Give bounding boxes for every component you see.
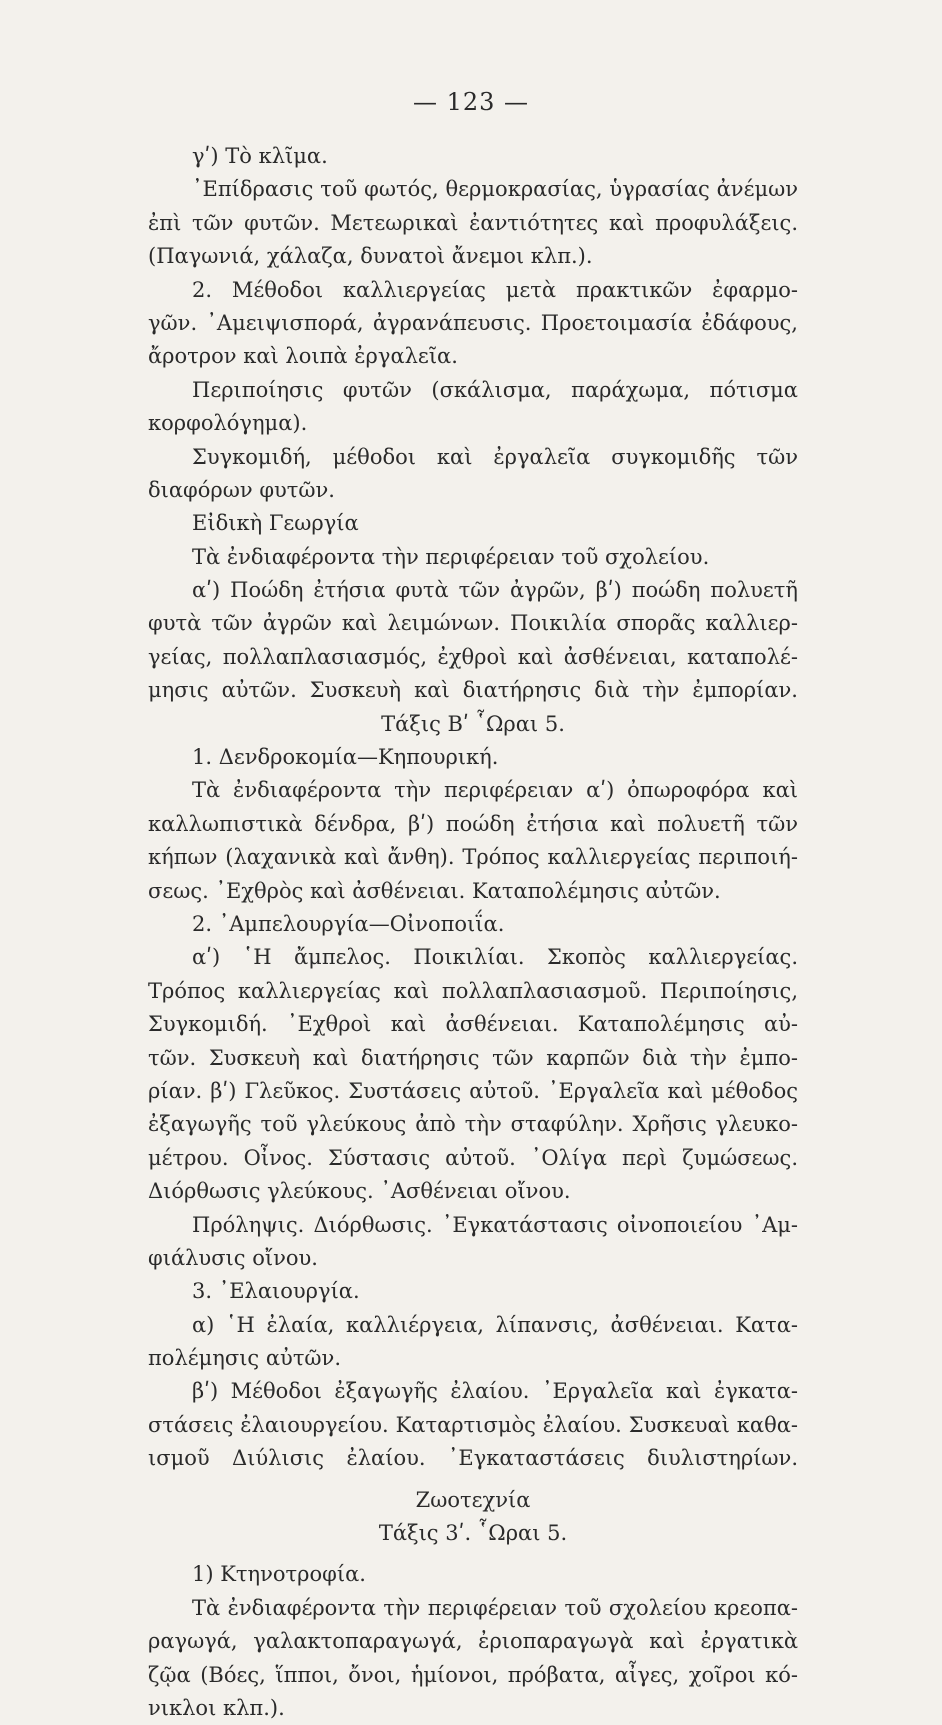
text-line: Τὰ ἐνδιαφέροντα τὴν περιφέρειαν τοῦ σχολείου. <box>192 544 710 569</box>
text-line: στάσεις ἐλαιουργείου. Καταρτισμὸς ἐλαίου. Συσκευαὶ καθα- <box>148 1412 798 1437</box>
text-line: μησις αὐτῶν. Συσκευὴ καὶ διατήρησις διὰ τὴν ἐμπορίαν. <box>148 678 798 703</box>
text-line: Τρόπος καλλιεργείας καὶ πολλαπλασιασμοῦ. Περιποίησις, <box>148 978 798 1003</box>
text-line: ρίαν. βʹ) Γλεῦκος. Συστάσεις αὐτοῦ. ᾽Εργαλεῖα καὶ μέθοδος <box>148 1078 798 1103</box>
text-line: ᾽Επίδρασις τοῦ φωτός, θερμοκρασίας, ὑγρασίας ἀνέμων <box>192 177 798 202</box>
text-line: κορφολόγημα). <box>148 411 308 436</box>
text-line: ἄροτρον καὶ λοιπὰ ἐργαλεῖα. <box>148 344 458 369</box>
text-line: 2. ᾽Αμπελουργία—Οἰνοποιΐα. <box>192 911 505 936</box>
text-line: μέτρου. Οἶνος. Σύστασις αὐτοῦ. ᾽Ολίγα περὶ ζυμώσεως. <box>148 1145 798 1170</box>
text-line: καλλωπιστικὰ δένδρα, βʹ) ποώδη ἐτήσια καὶ πολυετῆ τῶν <box>148 811 798 836</box>
text-line: Συγκομιδή. ᾽Εχθροὶ καὶ ἀσθένειαι. Καταπολέμησις αὐ- <box>148 1012 798 1037</box>
text-line: (Παγωνιά, χάλαζα, δυνατοὶ ἄνεμοι κλπ.). <box>148 244 593 269</box>
section-heading: Ζωοτεχνία <box>415 1487 531 1512</box>
text-line: βʹ) Μέθοδοι ἐξαγωγῆς ἐλαίου. ᾽Εργαλεῖα καὶ ἐγκατα- <box>192 1379 798 1404</box>
class-heading: Τάξις 3ʹ. ῟Ωραι 5. <box>378 1521 568 1546</box>
class-heading: Τάξις Βʹ ῟Ωραι 5. <box>381 711 565 736</box>
text-line: νικλοι κλπ.). <box>148 1695 285 1720</box>
text-line: Τὰ ἐνδιαφέροντα τὴν περιφέρειαν αʹ) ὀπωροφόρα καὶ <box>192 778 798 803</box>
text-line: κήπων (λαχανικὰ καὶ ἄνθη). Τρόπος καλλιεργείας περιποιή- <box>148 845 798 870</box>
document-body <box>148 140 798 1725</box>
text-line: Τὰ ἐνδιαφέροντα τὴν περιφέρειαν τοῦ σχολείου κρεοπα- <box>192 1595 798 1620</box>
text-line: αʹ) ῾Η ἄμπελος. Ποικιλίαι. Σκοπὸς καλλιεργείας. <box>192 945 798 970</box>
text-line: γῶν. ᾽Αμειψισπορά, ἀγρανάπευσις. Προετοιμασία ἐδάφους, <box>148 310 798 335</box>
text-line: σεως. ᾽Εχθρὸς καὶ ἀσθένειαι. Καταπολέμησις αὐτῶν. <box>148 878 721 903</box>
text-line: 1) Κτηνοτροφία. <box>192 1562 366 1587</box>
text-line: Διόρθωσις γλεύκους. ᾽Ασθένειαι οἴνου. <box>148 1179 571 1204</box>
text-line: 1. Δενδροκομία—Κηπουρική. <box>192 745 499 770</box>
text-line: πολέμησις αὐτῶν. <box>148 1346 341 1371</box>
text-line: γʹ) Τὸ κλῖμα. <box>192 144 328 168</box>
text-line: ζῷα (Βόες, ἵπποι, ὄνοι, ἡμίονοι, πρόβατα, αἶγες, χοῖροι κό- <box>148 1662 798 1687</box>
section-heading: Εἰδικὴ Γεωργία <box>192 511 359 536</box>
text-line: αʹ) Ποώδη ἐτήσια φυτὰ τῶν ἀγρῶν, βʹ) ποώδη πολυετῆ <box>192 578 798 603</box>
text-line: ραγωγά, γαλακτοπαραγωγά, ἐριοπαραγωγὰ καὶ ἐργατικὰ <box>148 1629 798 1654</box>
text-line: γείας, πολλαπλασιασμός, ἐχθροὶ καὶ ἀσθένειαι, καταπολέ- <box>148 644 798 669</box>
text-line: ἐξαγωγῆς τοῦ γλεύκους ἀπὸ τὴν σταφύλην. Χρῆσις γλευκο- <box>148 1112 798 1137</box>
text-line: Περιποίησις φυτῶν (σκάλισμα, παράχωμα, πότισμα <box>192 377 798 402</box>
page-number: — 123 — <box>412 88 530 116</box>
text-line: 2. Μέθοδοι καλλιεργείας μετὰ πρακτικῶν ἐφαρμο- <box>192 277 798 302</box>
text-line: 3. ᾽Ελαιουργία. <box>192 1279 360 1304</box>
text-line: φυτὰ τῶν ἀγρῶν καὶ λειμώνων. Ποικιλία σπορᾶς καλλιερ- <box>148 611 798 636</box>
text-line: τῶν. Συσκευὴ καὶ διατήρησις τῶν καρπῶν διὰ τὴν ἐμπο- <box>148 1045 798 1070</box>
text-line: α) ῾Η ἐλαία, καλλιέργεια, λίπανσις, ἀσθένειαι. Κατα- <box>192 1312 798 1337</box>
text-line: ισμοῦ Διύλισις ἐλαίου. ᾽Εγκαταστάσεις διυλιστηρίων. <box>148 1446 798 1471</box>
text-line: διαφόρων φυτῶν. <box>148 477 335 502</box>
text-line: ἐπὶ τῶν φυτῶν. Μετεωρικαὶ ἐαντιότητες καὶ προφυλάξεις. <box>148 210 798 235</box>
text-line: Πρόληψις. Διόρθωσις. ᾽Εγκατάστασις οἰνοποιείου ᾽Αμ- <box>192 1212 798 1237</box>
text-line: φιάλυσις οἴνου. <box>148 1245 318 1270</box>
text-line: Συγκομιδή, μέθοδοι καὶ ἐργαλεῖα συγκομιδῆς τῶν <box>192 444 798 469</box>
